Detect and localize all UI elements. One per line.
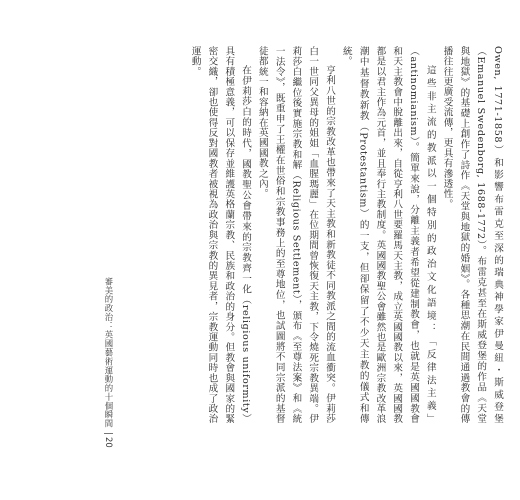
running-title: 審美的政治：英國藝術運動的十個瞬間 xyxy=(104,277,114,429)
paragraph-3: 亨利八世的宗教改革也帶來了天主教和新教徒不同教派之間的流血衝突。伊莉莎白一世同父異母的姐姐「血腥瑪麗」在位期間曾恢復天主教，下令燒死宗教異端。伊莉莎白繼位後實施宗教和解（Religious Settlement），頒布《至尊法案》和《統一法令》，既重申了王權在世俗和宗教事務上的至尊地位，也試圖將不同宗派的基督徒都統一和容納在英國國教之內。 xyxy=(256,46,336,424)
page-number: 20 xyxy=(104,437,114,448)
paragraph-1: Owen, 1771-1858）和影響布雷克至深的瑞典神學家伊曼紐・斯威登堡（Emanuel Swedenborg, 1688-1772）。布雷克甚至在斯威登堡的作品《天堂與地獄》的基礎上創作了詩作《天堂與地獄的婚姻》。各種思潮在民間通過教會的傳播往往更廣受流傳，更具有滲透性。 xyxy=(441,46,503,424)
body-text xyxy=(120,46,505,424)
page-footer xyxy=(102,148,116,448)
paragraph-2: 這些非主流的教派以一個特別的政治文化語境：「反律法主義」（antinomianism）。簡單來說，分離主義者希望從建制教會，也就是英國國教會和天主教會中脫離出來，自從亨利八世要羅馬天主教，成立英國國教以來，英國國教都是以君主作為元首，並且奉行主教制度。英國國教聖公會雖然也是歐洲宗教改革浪潮中基督教新教（Protestantism）的一支，但卻保留了不少天主教的儀式和傳統。 xyxy=(340,46,436,424)
footer-separator: | xyxy=(104,431,114,435)
paragraph-4: 在伊莉莎白的時代，國教聖公會帶來的宗教齊一化（religious uniformity）具有積極意義，可以保存並維護英格蘭宗教、民族和政治的身分。但教會與國家的緊密交織，卻也使得反對國教者被視為政治與宗教的異見者，宗教運動同時也成了政治運動。 xyxy=(189,46,252,424)
